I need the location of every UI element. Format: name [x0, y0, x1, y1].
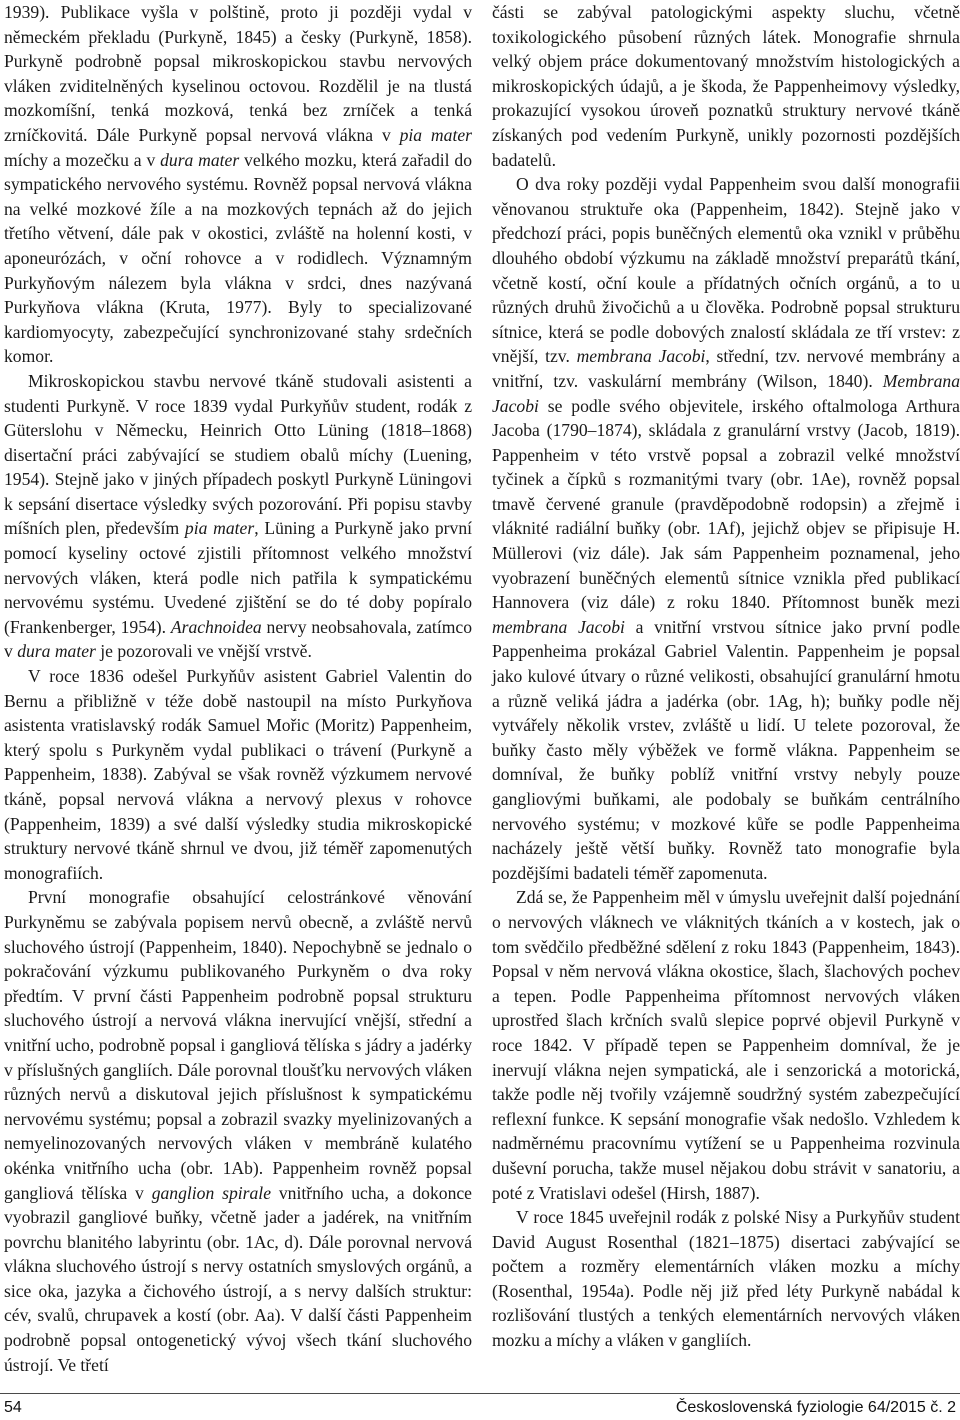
text-run: O dva roky později vydal Pappenheim svou další monografii věnovanou struktuře oka (Pappenheim, 1842). Stejně jako v předchozí práci, popis buněčných elementů oka vznikl v průběhu dlouhého období výzkumu na základě množství preparátů tkání, včetně kostí, oční koule a přídatných očních orgánů, a to u různých druhů živočichů a u člověka. Podrobně popsal strukturu sítnice, která se podle dobových znalostí skládala ze tří vrstev: z vnější, tzv.: [492, 174, 960, 367]
page-number: 54: [4, 1399, 22, 1416]
text-run: míchy a mozečku a v: [4, 149, 161, 170]
paragraph: V roce 1845 uveřejnil rodák z polské Nisy a Purkyňův student David August Rosenthal (1821–1875) disertaci zabývající se počtem a rozměry elementárních vláken mozku a míchy (Rosenthal, 1954a). Podle něj již před léty Purkyně nabádal k rozlišování tlustých a tenkých elementárních nervových vláken mozku a míchy a vláken v gangliích.: [492, 1207, 960, 1351]
latin-term: dura mater: [160, 149, 240, 170]
footer-divider: [0, 1393, 960, 1394]
text-run: 1939). Publikace vyšla v polštině, proto ji později vydal v německém překladu (Purkyně, 1845) a česky (Purkyně, 1858). Purkyně podrobně popsal mikroskopickou stavbu nervových vláken zviditelněných kyselinou octovou. Rozdělil je na tlustá mozkomíšní, tenká mozková, tenká bez zrníček a tenká zrníčkovitá. Dále Purkyně popsal nervová vlákna v: [4, 2, 472, 145]
left-text-column: [4, 0, 472, 1377]
text-run: a vnitřní vrstvou sítnice jako první podle Pappenheima prokázal Gabriel Valentin. Pappenheim je popsal jako kulové útvary o různé velikosti, obsahující granulární hmotu a různě veliká jádra a jadérka (obr. 1Ag, h); buňky podle něj vytvářely několik vrstev, zvláště u lidí. U telete pozoroval, že buňky často měly výběžek ve formě vlákna. Pappenheim se domníval, že buňky poblíž vnitřní vrstvy nebyly pouze gangliovými buňkami, ale podobaly se buňkám centrálního nervového systému; v mozkové kůře se podle Pappenheima nacházely ještě větší buňky. Rovněž tato monografie byla pozdějšími badateli téměř zapomenuta.: [492, 616, 960, 883]
text-run: velkého mozku, která zařadil do sympatického nervového systému. Rovněž popsal nervová vlákna na velké mozkové žíle a na mozkových tepnách až do jejich třetího větvení, dále pak v okostici, zvláště na holenní kosti, v aponeurózách, v oční rohovce a v rodidlech. Významným Purkyňovým nálezem byla vlákna v srdci, dnes nazývaná Purkyňova vlákna (Kruta, 1977). Byly to specializované kardiomyocyty, zabezpečující synchronizované stahy srdečních komor.: [4, 149, 472, 367]
text-run: , střední, tzv. nervové membrány a vnitřní, tzv. vaskulární membrány (Wilson, 1840).: [492, 346, 960, 391]
text-run: je pozorovali ve vnější vrstvě.: [95, 641, 312, 662]
text-run: nervy neobsahovala, zatímco v: [4, 616, 472, 662]
text-run: , Lüning a Purkyně jako první pomocí kyseliny octové zjistili přítomnost velkého množství nervových vláken, která podle nich patřila k sympatickému nervovému systému. Uvedené zjištění se do té doby popíralo (Frankenberger, 1954).: [4, 518, 473, 637]
latin-term: Arachnoidea: [170, 616, 262, 637]
text-run: První monografie obsahující celostránkové věnování Purkyněmu se zabývala popisem nervů obecně, a zvláště nervů sluchového ústrojí (Pappenheim, 1840). Nepochybně se jednalo o pokračování výzkumu publikovaného Purkyněm o dva roky předtím. V první části Pappenheim podrobně popsal strukturu sluchového ústrojí a nervová vlákna inervující vnější, střední a vnitřní ucho, podrobně popsal i gangliová tělíska s jádry a jadérky v příslušných gangliích. Dále porovnal tloušťku nervových vláken různých nervů a diskutoval jejich příslušnost k sympatickému nervovému systému; popsal a zobrazil svazky myelinizovaných a nemyelinozovaných nervových vláken v membráně kulatého okénka vnitřního ucha (obr. 1Ab). Pappenheim rovněž popsal gangliová tělíska v: [4, 887, 472, 1203]
paragraph: Zdá se, že Pappenheim měl v úmyslu uveřejnit další pojednání o nervových vláknech ve vláknitých tkáních a v kostech, jak o tom svědčilo předběžné sdělení z roku 1843 (Pappenheim, 1843). Popsal v něm nervová vlákna okostice, šlach, šlachových pochev a tepen. Podle Pappenheima přítomnost nervových vláken uprostřed šlach krčních svalů slepice poprvé objevil Purkyně v roce 1842. V případě tepen se Pappenheim domníval, že je inervují vlákna nejen sympatická, ale i senzorická a motorická, takže podle něj tvořily vzájemně soudržný systém zabezpečující reflexní funkce. K sepsání monografie však nedošlo. Vzhledem k nadměrnému pracovnímu vytížení se u Pappenheima rozvinula duševní porucha, takže musel nějakou dobu strávit v sanatoriu, a poté z Vratislavi odešel (Hirsh, 1887).: [492, 887, 960, 1203]
latin-term: Membrana Jacobi: [492, 370, 960, 416]
text-run: se podle svého objevitele, irského oftalmologa Arthura Jacoba (1790–1874), skládala z granulární vrstvy (Jacob, 1819). Pappenheim v této vrstvě popsal a zobrazil velké množství tyčinek a čípků s rozmanitými tvary (obr. 1Ae), rovněž popsal tmavě červené granule (pravděpodobně rodopsin) a zřejmě i vláknité radiální buňky (obr. 1Af), jejichž objev se připisuje H. Müllerovi (viz dále). Jak sám Pappenheim poznamenal, jeho vyobrazení buněčných elementů sítnice vznikla před publikací Hannovera (viz dále) z roku 1840. Přítomnost buněk mezi: [492, 395, 960, 613]
latin-term: pia mater: [184, 518, 255, 539]
paragraph: části se zabýval patologickými aspekty sluchu, včetně toxikologického působení různých látek. Monografie shrnula velký objem práce dokumentovaný množstvím histologických a mikroskopických údajů, a je škoda, že Pappenheimovy výsledky, prokazující vysokou úroveň poznatků struktury nervové tkáně získaných pod vedením Purkyně, unikly pozornosti pozdějších badatelů.: [492, 2, 960, 170]
latin-term: membrana Jacobi: [576, 346, 706, 367]
latin-term: membrana Jacobi: [492, 616, 625, 637]
latin-term: ganglion spirale: [151, 1182, 271, 1203]
paragraph: [4, 369, 472, 664]
journal-citation: Československá fyziologie 64/2015 č. 2: [675, 1399, 956, 1416]
latin-term: pia mater: [399, 124, 472, 145]
paragraph: [4, 885, 472, 1377]
text-run: Mikroskopickou stavbu nervové tkáně studovali asistenti a studenti Purkyně. V roce 1839 vydal Purkyňův student, rodák z Güterslohu v Německu, Heinrich Otto Lüning (1818–1868) disertační práci zabývající se studiem obalů míchy (Luening, 1954). Stejně jako v jiných případech poskytl Purkyně Lüningovi k sepsání disertace výsledky svých pozorování. Při popisu stavby míšních plen, především: [4, 370, 472, 539]
paragraph: [4, 0, 472, 369]
paragraph: V roce 1836 odešel Purkyňův asistent Gabriel Valentin do Bernu a přibližně v téže době nastoupil na místo Purkyňova asistenta vratislavský rodák Samuel Mořic (Moritz) Pappenheim, který spolu s Purkyněm vydal publikaci o trávení (Purkyně a Pappenheim, 1838). Zabýval se však rovněž výzkumem nervové tkáně, popsal nervová vlákna a nervový plexus v rohovce (Pappenheim, 1839) a své další výsledky studia mikroskopické struktury nervové tkáně shrnul ve dvou, již téměř zapomenutých monografiích.: [4, 666, 472, 883]
paragraph: [492, 172, 960, 885]
right-text-column: [492, 0, 960, 1353]
text-run: vnitřního ucha, a dokonce vyobrazil gangliové buňky, včetně jader a jadérek, na vnitřním povrchu blanitého labyrintu (obr. 1Ac, d). Dále porovnal nervová vlákna sluchového ústrojí s nervy ostatních smyslových orgánů, a sice oka, jazyka a čichového ústrojí, a s nervy dalších struktur: cév, svalů, chrupavek a kostí (obr. Aa). V další části Pappenheim podrobně popsal ontogenetický vývoj všech tkání sluchového ústrojí. Ve třetí: [4, 1182, 472, 1375]
latin-term: dura mater: [17, 641, 96, 662]
